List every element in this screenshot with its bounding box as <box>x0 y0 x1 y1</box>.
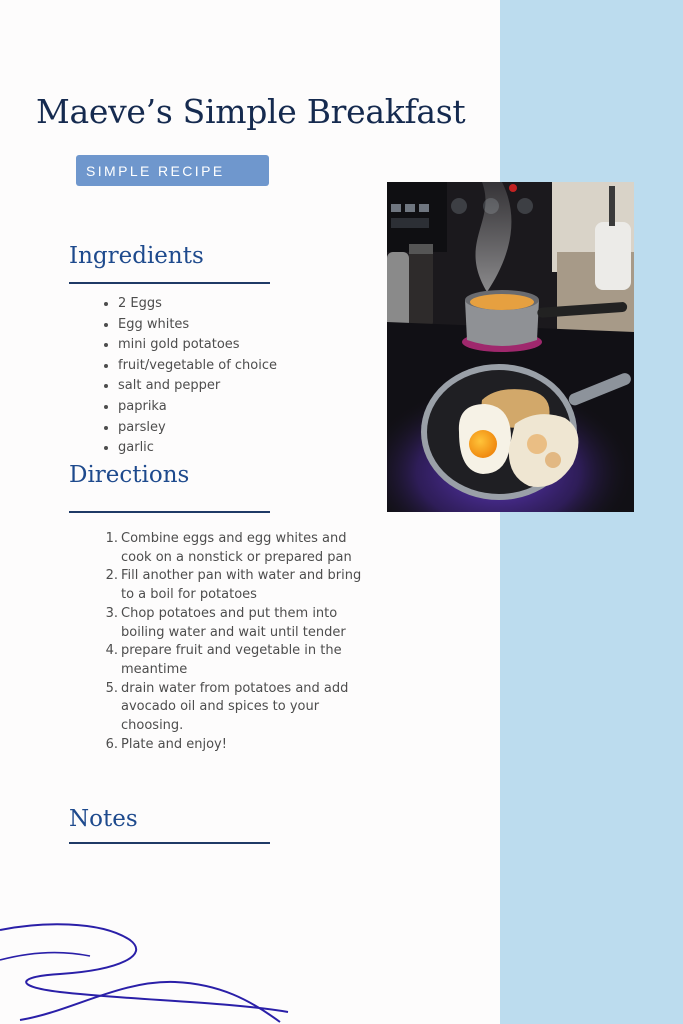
side-color-panel <box>500 0 683 1024</box>
ingredient-item: • parsley <box>118 418 277 439</box>
recipe-title: Maeve’s Simple Breakfast <box>36 92 466 131</box>
step-text: Chop potatoes and put them into boiling water and wait until tender <box>121 605 346 640</box>
step-text: prepare fruit and vegetable in the meantime <box>121 643 342 677</box>
step-number: 2. <box>105 568 118 584</box>
ingredient-item: • mini gold potatoes <box>118 335 277 356</box>
notes-divider <box>69 842 270 844</box>
ingredients-heading: Ingredients <box>69 243 204 269</box>
ingredients-list <box>100 294 277 459</box>
ingredients-divider <box>69 282 270 284</box>
recipe-type-badge: SIMPLE RECIPE <box>76 155 269 186</box>
direction-step <box>104 567 376 604</box>
ingredient-item: • Egg whites <box>118 315 277 336</box>
direction-step <box>104 642 376 679</box>
step-number: 6. <box>105 736 118 752</box>
direction-step <box>104 530 376 567</box>
directions-heading: Directions <box>69 462 190 488</box>
step-text: drain water from potatoes and add avocado oil and spices to your choosing. <box>121 680 349 734</box>
decorative-squiggle-line <box>0 900 320 1024</box>
ingredient-item: • paprika <box>118 397 277 418</box>
breakfast-photo <box>387 182 634 512</box>
ingredient-item: • 2 Eggs <box>118 294 277 315</box>
direction-step <box>104 736 376 755</box>
directions-divider <box>69 511 270 513</box>
ingredient-item: • fruit/vegetable of choice <box>118 356 277 377</box>
step-number: 1. <box>105 531 118 546</box>
step-number: 5. <box>105 680 118 696</box>
directions-list <box>104 530 376 754</box>
ingredient-item: • garlic <box>118 438 277 459</box>
direction-step <box>104 605 376 642</box>
step-text: Combine eggs and egg whites and cook on a nonstick or prepared pan <box>121 531 352 565</box>
ingredient-item: • salt and pepper <box>118 376 277 397</box>
notes-heading: Notes <box>69 806 138 832</box>
step-text: Plate and enjoy! <box>121 736 227 752</box>
step-number: 3. <box>105 605 118 621</box>
direction-step <box>104 680 376 736</box>
step-number: 4. <box>105 643 118 659</box>
step-text: Fill another pan with water and bring to a boil for potatoes <box>121 568 362 603</box>
